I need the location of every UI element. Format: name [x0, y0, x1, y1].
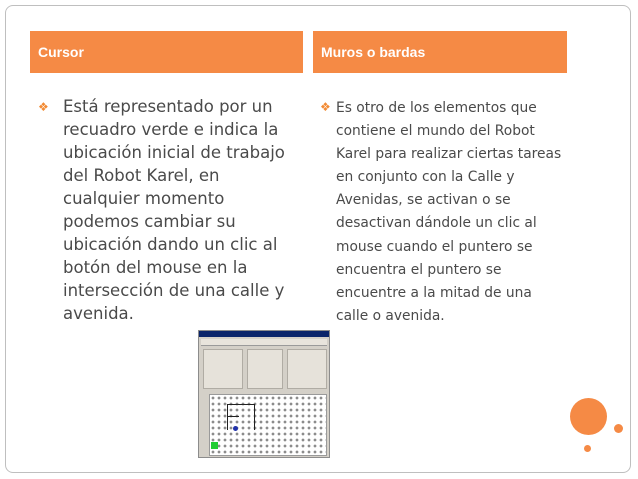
- screenshot-panel: [247, 349, 283, 389]
- cursor-header: Cursor: [30, 31, 303, 73]
- wall-segment: [227, 416, 239, 417]
- decorative-circle: [614, 424, 623, 433]
- cursor-description: Está representado por un recuadro verde e indica la ubicación inicial de trabajo del Robot Karel, en cualquier momento podemos cambiar su ubicación dando un clic al botón del mouse en la intersección de una calle y avenida.: [63, 97, 285, 323]
- wall-segment: [227, 404, 255, 430]
- karel-world-screenshot: [198, 330, 330, 458]
- screenshot-titlebar: [199, 331, 329, 337]
- muros-header: Muros o bardas: [313, 31, 567, 73]
- decorative-circle: [584, 445, 591, 452]
- bullet-icon: ❖: [320, 100, 331, 114]
- screenshot-toolbar: [201, 339, 327, 346]
- screenshot-panel: [203, 349, 243, 389]
- screenshot-panel: [287, 349, 327, 389]
- robot-cursor: [211, 442, 218, 449]
- bullet-icon: ❖: [38, 100, 49, 114]
- beeper-icon: [233, 426, 238, 431]
- muros-description: Es otro de los elementos que contiene el mundo del Robot Karel para realizar ciertas tareas en conjunto con la Calle y Avenidas, se activan o se desactivan dándole un clic al mouse cuando el puntero se encuentra el puntero se encuentre a la mitad de una calle o avenida.: [336, 100, 562, 324]
- decorative-circle: [570, 398, 607, 435]
